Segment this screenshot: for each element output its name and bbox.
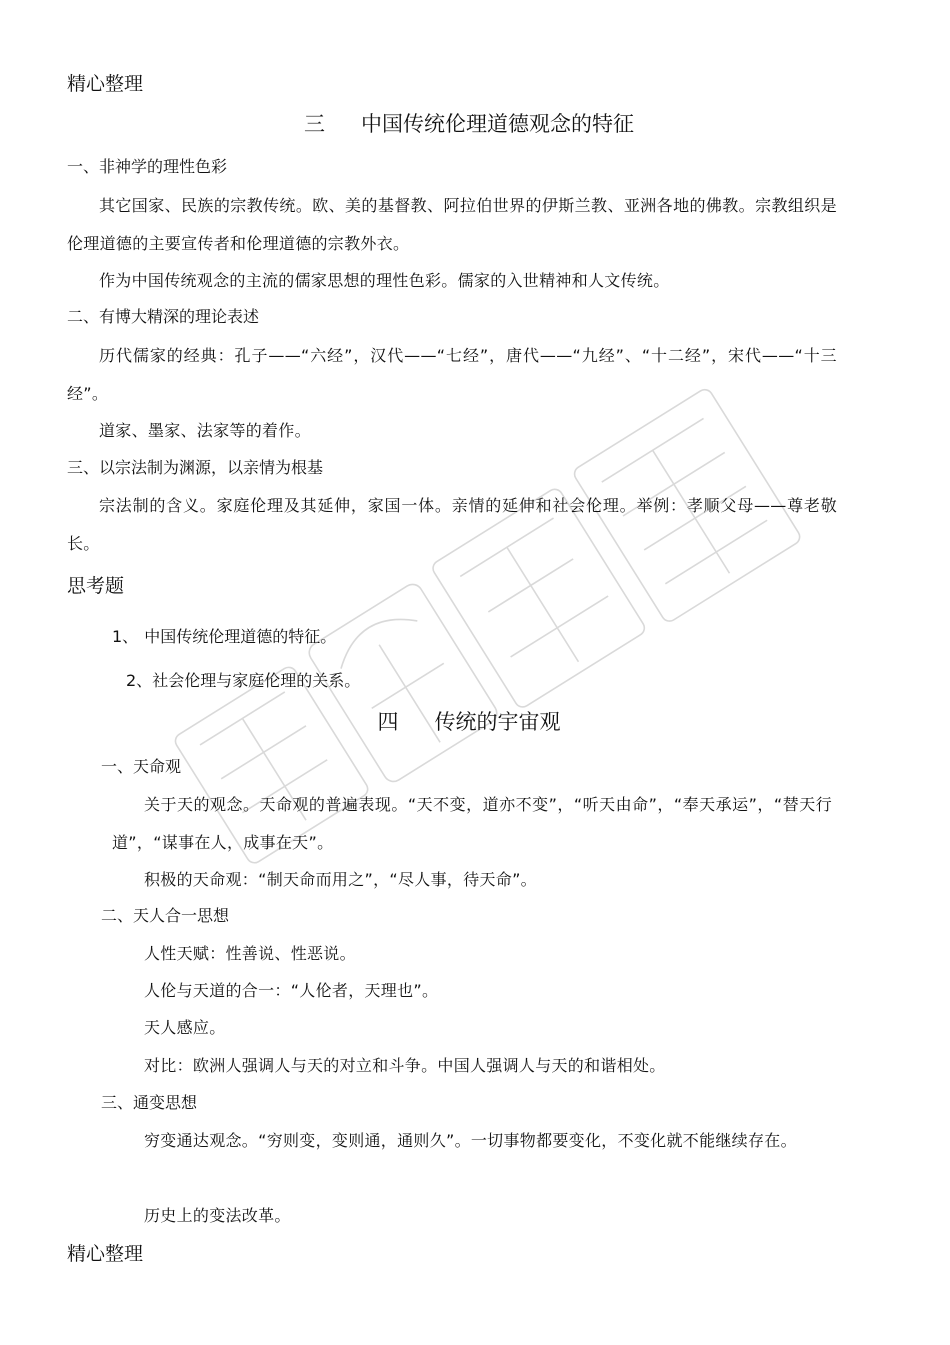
- chapter3-title: [0, 110, 944, 138]
- question-text: 社会伦理与家庭伦理的关系。: [152, 671, 361, 690]
- paragraph: 人性天赋：性善说、性恶说。: [144, 944, 356, 963]
- question-number: 1、: [112, 627, 139, 646]
- paragraph: 天人感应。: [144, 1018, 226, 1037]
- section-heading: 二、有博大精深的理论表述: [67, 307, 260, 326]
- chapter3-title-text: 中国传统伦理道德观念的特征: [361, 112, 634, 136]
- page-footer: 精心整理: [67, 1243, 144, 1265]
- section-heading: 一、天命观: [101, 757, 182, 776]
- section-heading: 三、以宗法制为渊源，以亲情为根基: [67, 458, 324, 477]
- paragraph: 人伦与天道的合一：“人伦者，天理也”。: [144, 981, 439, 1000]
- question-item: [126, 670, 360, 692]
- question-number: 2、: [126, 671, 153, 690]
- paragraph: 道家、墨家、法家等的着作。: [99, 421, 311, 440]
- paragraph: 关于天的观念。天命观的普遍表现。“天不变，道亦不变”，“听天由命”，“奉天承运”，“替天行道”，“谋事在人，成事在天”。: [112, 795, 832, 852]
- chapter4-title-text: 传统的宇宙观: [434, 710, 561, 734]
- question-item: [112, 626, 336, 648]
- section-heading: 二、天人合一思想: [101, 906, 230, 925]
- section-heading: 一、非神学的理性色彩: [67, 157, 228, 176]
- section-heading: 三、通变思想: [101, 1093, 198, 1112]
- questions-title: 思考题: [67, 575, 125, 597]
- paragraph: 作为中国传统观念的主流的儒家思想的理性色彩。儒家的入世精神和人文传统。: [99, 271, 670, 290]
- page-header: 精心整理: [67, 73, 144, 95]
- paragraph: 宗法制的含义。家庭伦理及其延伸，家国一体。亲情的延伸和社会伦理。举例：孝顺父母——尊老敬长。: [67, 496, 837, 553]
- paragraph: 历史上的变法改革。: [144, 1206, 291, 1225]
- paragraph: 其它国家、民族的宗教传统。欧、美的基督教、阿拉伯世界的伊斯兰教、亚洲各地的佛教。宗教组织是伦理道德的主要宣传者和伦理道德的宗教外衣。: [67, 196, 837, 253]
- paragraph: 对比：欧洲人强调人与天的对立和斗争。中国人强调人与天的和谐相处。: [144, 1056, 666, 1075]
- paragraph: 积极的天命观：“制天命而用之”，“尽人事，待天命”。: [144, 870, 537, 889]
- chapter4-title: [0, 708, 944, 736]
- chapter4-number: 四: [377, 710, 399, 734]
- paragraph: 穷变通达观念。“穷则变，变则通，通则久”。一切事物都要变化，不变化就不能继续存在。: [144, 1131, 797, 1150]
- chapter3-number: 三: [304, 112, 325, 136]
- question-text: 中国传统伦理道德的特征。: [144, 627, 337, 646]
- paragraph: 历代儒家的经典：孔子——“六经”，汉代——“七经”，唐代——“九经”、“十二经”，宋代——“十三经”。: [67, 346, 837, 403]
